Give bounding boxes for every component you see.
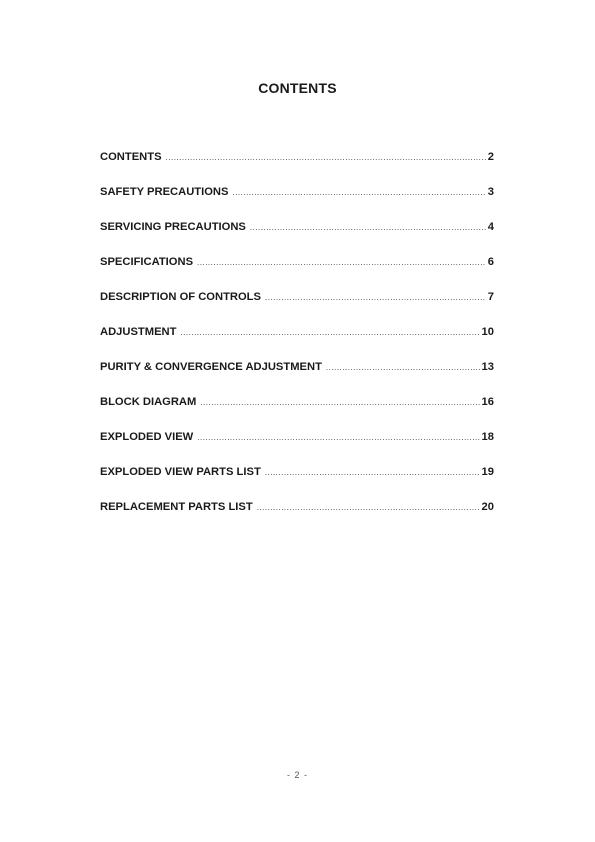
- toc-dot-leader: [250, 223, 486, 232]
- toc-entry: [100, 291, 494, 326]
- toc-entry-title: DESCRIPTION OF CONTROLS: [100, 291, 261, 303]
- table-of-contents: [100, 151, 494, 536]
- toc-entry-title: CONTENTS: [100, 151, 162, 163]
- toc-entry-title: EXPLODED VIEW PARTS LIST: [100, 466, 261, 478]
- toc-entry: [100, 186, 494, 221]
- toc-dot-leader: [166, 153, 486, 162]
- toc-entry-page: 16: [481, 396, 494, 408]
- toc-dot-leader: [180, 328, 479, 337]
- toc-entry-page: 20: [481, 501, 494, 513]
- toc-entry-title: REPLACEMENT PARTS LIST: [100, 501, 253, 513]
- toc-entry-page: 18: [481, 431, 494, 443]
- toc-entry-title: PURITY & CONVERGENCE ADJUSTMENT: [100, 361, 322, 373]
- page-title: CONTENTS: [258, 80, 337, 96]
- toc-entry-page: 2: [487, 151, 494, 163]
- toc-entry: [100, 361, 494, 396]
- toc-entry-title: SPECIFICATIONS: [100, 256, 194, 268]
- toc-dot-leader: [200, 398, 479, 407]
- toc-entry-title: ADJUSTMENT: [100, 326, 177, 338]
- toc-entry-page: 6: [487, 256, 494, 268]
- toc-entry: [100, 151, 494, 186]
- toc-entry-page: 4: [487, 221, 494, 233]
- toc-dot-leader: [197, 258, 486, 267]
- toc-dot-leader: [265, 468, 480, 477]
- toc-entry-title: SERVICING PRECAUTIONS: [100, 221, 246, 233]
- toc-entry: [100, 466, 494, 501]
- toc-dot-leader: [197, 433, 479, 442]
- toc-dot-leader: [257, 503, 480, 512]
- toc-entry-title: BLOCK DIAGRAM: [100, 396, 197, 408]
- toc-entry: [100, 396, 494, 431]
- toc-dot-leader: [232, 188, 485, 197]
- toc-entry-page: 7: [487, 291, 494, 303]
- toc-entry-page: 13: [481, 361, 494, 373]
- page-number: - 2 -: [286, 770, 308, 780]
- toc-entry-page: 3: [487, 186, 494, 198]
- toc-entry-page: 19: [481, 466, 494, 478]
- toc-dot-leader: [265, 293, 486, 302]
- toc-entry-page: 10: [481, 326, 494, 338]
- toc-dot-leader: [326, 363, 480, 372]
- toc-entry-title: EXPLODED VIEW: [100, 431, 194, 443]
- toc-entry: [100, 221, 494, 256]
- toc-entry: [100, 326, 494, 361]
- toc-entry: [100, 501, 494, 536]
- toc-entry: [100, 256, 494, 291]
- toc-entry-title: SAFETY PRECAUTIONS: [100, 186, 229, 198]
- toc-entry: [100, 431, 494, 466]
